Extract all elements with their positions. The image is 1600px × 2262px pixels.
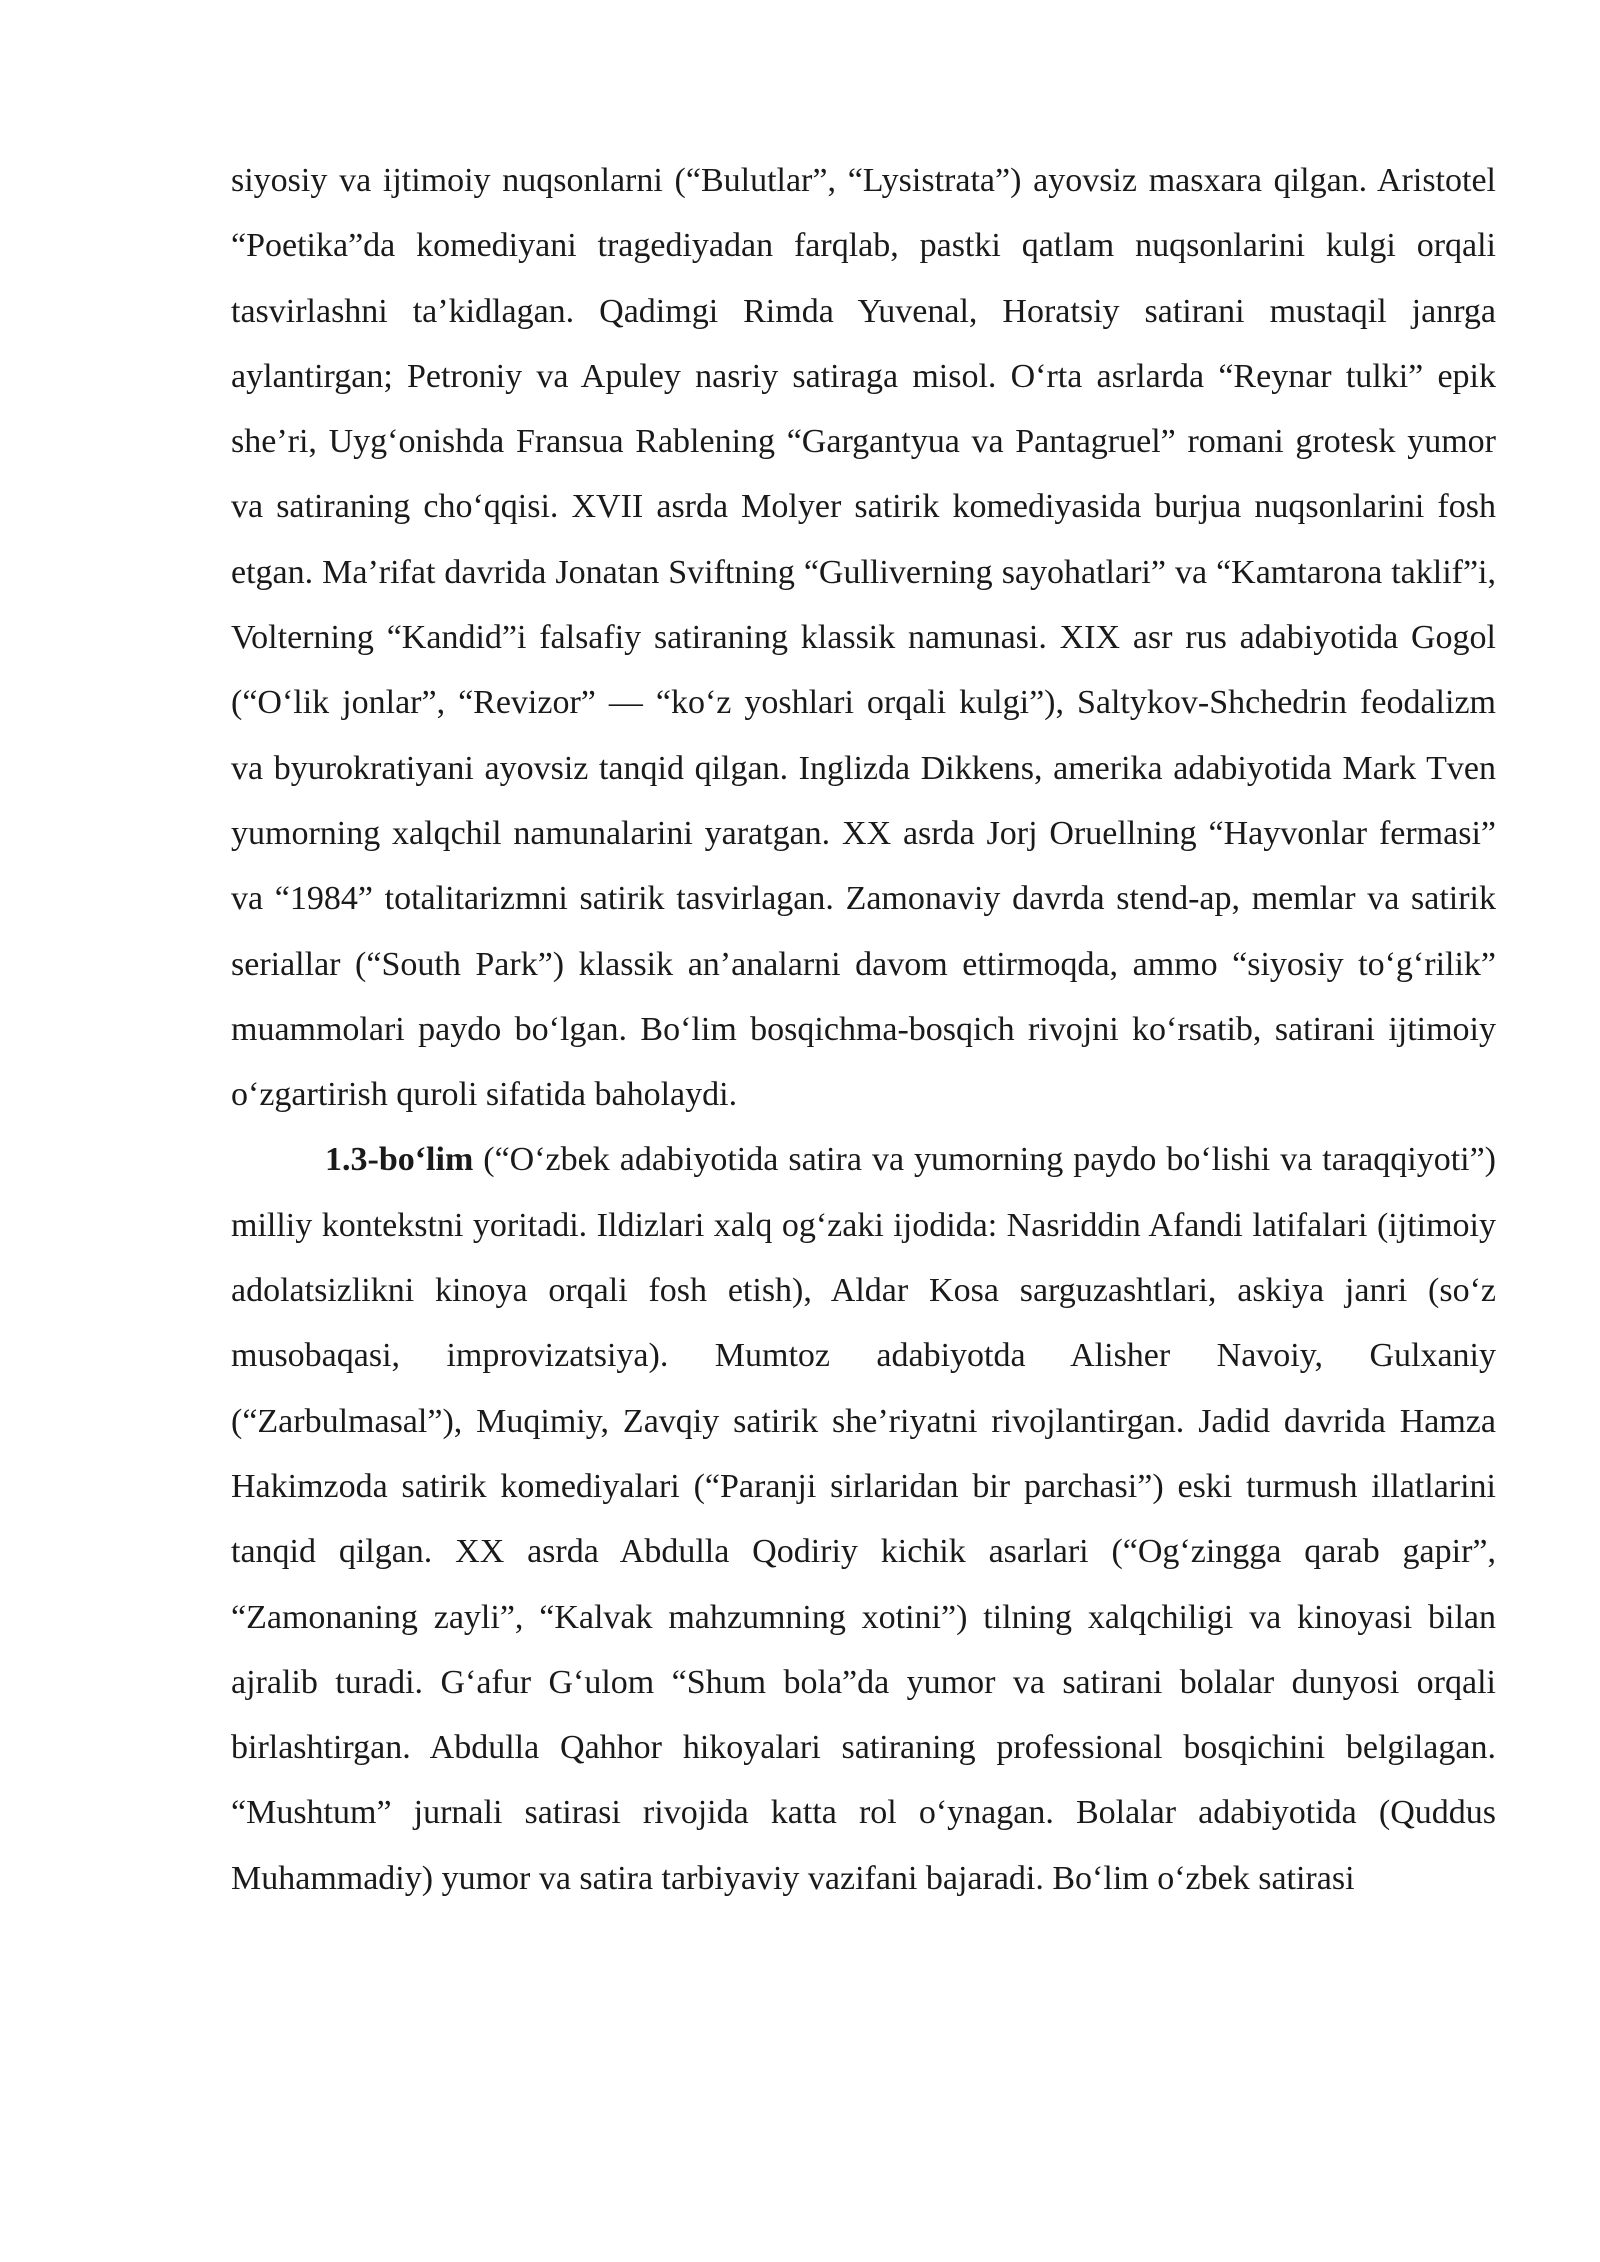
section-heading: 1.3-bo‘lim — [325, 1141, 474, 1179]
body-text — [231, 148, 1496, 1911]
paragraph-section-1-3-body: (“O‘zbek adabiyotida satira va yumorning paydo bo‘lishi va taraqqiyoti”) milliy kontekstni yoritadi. Ildizlari xalq og‘zaki ijodida: Nasriddin Afandi latifalari (ijtimoiy adolatsizlikni kinoya orqali fosh etish), Aldar Kosa sarguzashtlari, askiya janri (so‘z musobaqasi, improvizatsiya). Mumtoz adabiyotda Alisher Navoiy, Gulxaniy (“Zarbulmasal”), Muqimiy, Zavqiy satirik she’riyatni rivojlantirgan. Jadid davrida Hamza Hakimzoda satirik komediyalari (“Paranji sirlaridan bir parchasi”) eski turmush illatlarini tanqid qilgan. XX asrda Abdulla Qodiriy kichik asarlari (“Og‘zingga qarab gapir”, “Zamonaning zayli”, “Kalvak mahzumning xotini”) tilning xalqchiligi va kinoyasi bilan ajralib turadi. G‘afur G‘ulom “Shum bola”da yumor va satirani bolalar dunyosi orqali birlashtirgan. Abdulla Qahhor hikoyalari satiraning professional bosqichini belgilagan. “Mushtum” jurnali satirasi rivojida katta rol o‘ynagan. Bolalar adabiyotida (Quddus Muhammadiy) yumor va satira tarbiyaviy vazifani bajaradi. Bo‘lim o‘zbek satirasi — [231, 1141, 1496, 1897]
paragraph-section-1-3 — [231, 1127, 1496, 1911]
paragraph-satire-history: siyosiy va ijtimoiy nuqsonlarni (“Bulutlar”, “Lysistrata”) ayovsiz masxara qilgan. Aristotel “Poetika”da komediyani tragediyadan farqlab, pastki qatlam nuqsonlarini kulgi orqali tasvirlashni ta’kidlagan. Qadimgi Rimda Yuvenal, Horatsiy satirani mustaqil janrga aylantirgan; Petroniy va Apuley nasriy satiraga misol. O‘rta asrlarda “Reynar tulki” epik she’ri, Uyg‘onishda Fransua Rablening “Gargantyua va Pantagruel” romani grotesk yumor va satiraning cho‘qqisi. XVII asrda Molyer satirik komediyasida burjua nuqsonlarini fosh etgan. Ma’rifat davrida Jonatan Sviftning “Gulliverning sayohatlari” va “Kamtarona taklif”i, Volterning “Kandid”i falsafiy satiraning klassik namunasi. XIX asr rus adabiyotida Gogol (“O‘lik jonlar”, “Revizor” — “ko‘z yoshlari orqali kulgi”), Saltykov-Shchedrin feodalizm va byurokratiyani ayovsiz tanqid qilgan. Inglizda Dikkens, amerika adabiyotida Mark Tven yumorning xalqchil namunalarini yaratgan. XX asrda Jorj Oruellning “Hayvonlar fermasi” va “1984” totalitarizmni satirik tasvirlagan. Zamonaviy davrda stend-ap, memlar va satirik seriallar (“South Park”) klassik an’analarni davom ettirmoqda, ammo “siyosiy to‘g‘rilik” muammolari paydo bo‘lgan. Bo‘lim bosqichma-bosqich rivojni ko‘rsatib, satirani ijtimoiy o‘zgartirish quroli sifatida baholaydi. — [231, 162, 1496, 1114]
